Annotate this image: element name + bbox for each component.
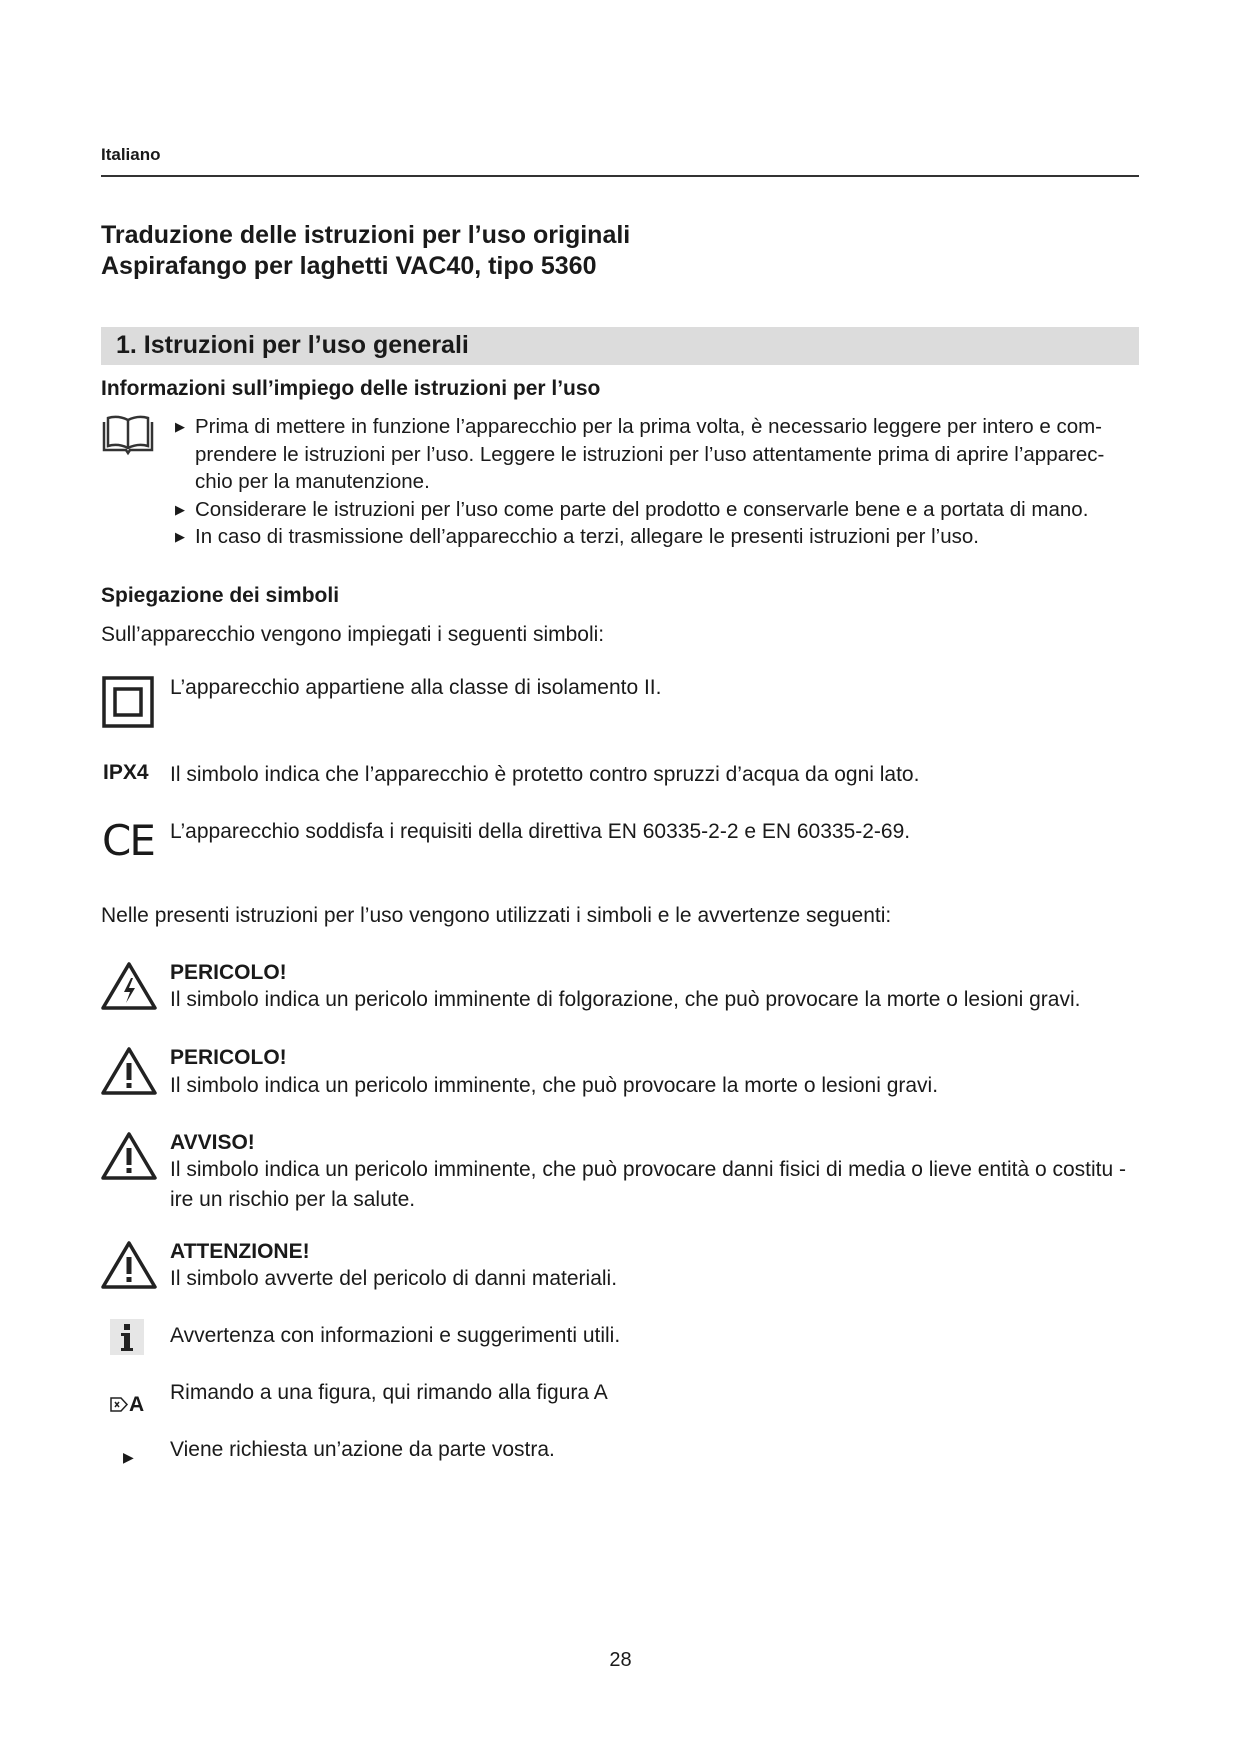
page-number: 28 xyxy=(609,1649,632,1671)
warning-title: ATTENZIONE! xyxy=(170,1240,310,1263)
figure-reference-symbol xyxy=(110,1393,144,1417)
warnings-intro: Nelle presenti istruzioni per l’uso vengono utilizzati i simboli e le avvertenze seguenti: xyxy=(101,904,892,927)
warning-text: Il simbolo indica un pericolo imminente, che può provocare la morte o lesioni gravi. xyxy=(170,1074,939,1097)
header-divider xyxy=(101,175,1139,177)
action-text: Viene richiesta un’azione da parte vostra. xyxy=(170,1438,555,1461)
bullet-arrow-icon: ▶ xyxy=(175,501,185,517)
bullet-3-text: In caso di trasmissione dell’apparecchio a terzi, allegare le presenti istruzioni per l’uso. xyxy=(195,525,979,548)
bullet-arrow-icon: ▶ xyxy=(175,419,185,434)
section-title: 1. Istruzioni per l’uso generali xyxy=(116,331,469,359)
warning-text: Il simbolo indica un pericolo imminente di folgorazione, che può provocare la morte o lesioni gravi. xyxy=(170,988,1081,1011)
title-line-1: Traduzione delle istruzioni per l’uso originali xyxy=(101,221,631,249)
bullet-2-text: Considerare le istruzioni per l’uso come parte del prodotto e conservarle bene e a portata di mano. xyxy=(195,497,1089,521)
info-bullet-list xyxy=(175,413,1145,551)
warning-triangle-icon xyxy=(100,1131,158,1181)
warning-title: PERICOLO! xyxy=(170,1046,287,1069)
language-label: Italiano xyxy=(101,145,161,164)
bullet-item xyxy=(175,496,1145,524)
figure-reference-label: A xyxy=(129,1393,145,1416)
symbols-heading: Spiegazione dei simboli xyxy=(101,584,340,607)
figure-reference-text: Rimando a una figura, qui rimando alla figura A xyxy=(170,1381,608,1404)
info-heading: Informazioni sull’impiego delle istruzioni per l’uso xyxy=(101,377,601,400)
ipx4-text: Il simbolo indica che l’apparecchio è protetto contro spruzzi d’acqua da ogni lato. xyxy=(170,763,920,786)
info-text: Avvertenza con informazioni e suggerimenti utili. xyxy=(170,1324,621,1347)
bullet-item xyxy=(175,523,1145,551)
figure-pointer-icon xyxy=(110,1397,129,1412)
bullet-1-line-2: prendere le istruzioni per l’uso. Leggere le istruzioni per l’uso attentamente prima di aprire l’apparec- xyxy=(195,442,1105,466)
warning-title: AVVISO! xyxy=(170,1131,255,1154)
bullet-1-line-3: chio per la manutenzione. xyxy=(195,470,430,493)
ce-text: L’apparecchio soddisfa i requisiti della direttiva EN 60335-2-2 e EN 60335-2-69. xyxy=(170,820,911,843)
warning-text: Il simbolo indica un pericolo imminente, che può provocare danni fisici di media o lieve entità o costitu - ire un rischio per la salute. xyxy=(170,1158,1126,1211)
document-title xyxy=(101,220,630,282)
double-insulation-icon xyxy=(102,676,154,728)
warning-title: PERICOLO! xyxy=(170,961,287,984)
book-icon xyxy=(100,414,156,456)
electric-hazard-icon xyxy=(100,961,158,1011)
info-icon xyxy=(110,1319,144,1355)
action-arrow-icon: ▶ xyxy=(123,1449,134,1465)
ce-mark-icon: CE xyxy=(102,816,154,865)
class2-text: L’apparecchio appartiene alla classe di isolamento II. xyxy=(170,676,662,699)
title-line-2: Aspirafango per laghetti VAC40, tipo 5360 xyxy=(101,252,597,280)
warning-triangle-icon xyxy=(100,1046,158,1096)
symbols-intro: Sull’apparecchio vengono impiegati i seguenti simboli: xyxy=(101,623,605,646)
ipx4-label: IPX4 xyxy=(103,761,149,784)
bullet-1-line-1: Prima di mettere in funzione l’apparecchio per la prima volta, è necessario leggere per intero e com- xyxy=(195,415,1103,438)
warning-text: Il simbolo avverte del pericolo di danni materiali. xyxy=(170,1267,618,1290)
caution-triangle-icon xyxy=(100,1240,158,1290)
bullet-arrow-icon: ▶ xyxy=(175,529,185,544)
bullet-item xyxy=(175,413,1145,496)
